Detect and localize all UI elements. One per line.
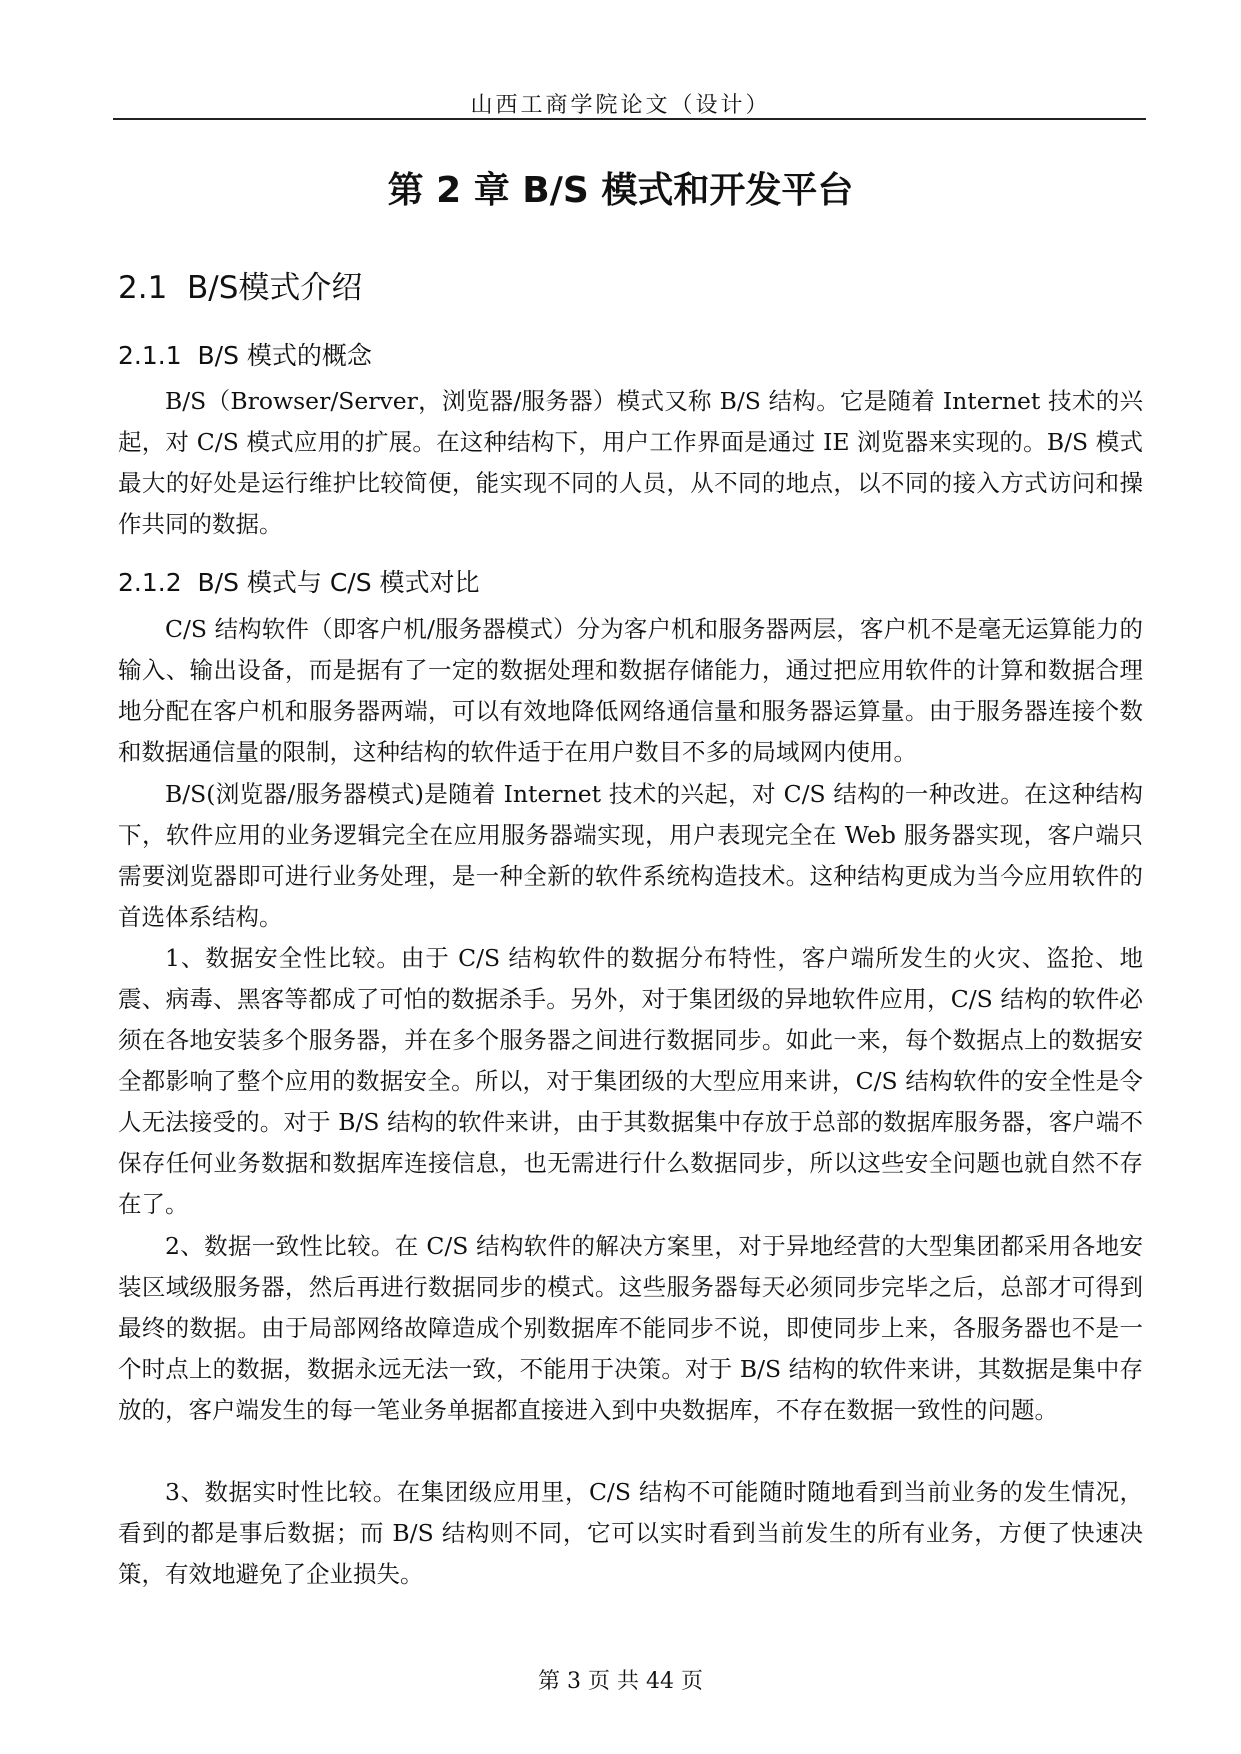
page-header: 山西工商学院论文（设计） — [470, 93, 771, 118]
paragraph-data-realtime: 3、数据实时性比较。在集团级应用里，C/S 结构不可能随时随地看到当前业务的发生情况，看到的都是事后数据；而 B/S 结构则不同，它可以实时看到当前发生的所有业务，方便了快速决策，有效地避免了企业损失。 — [118, 1478, 1143, 1588]
paragraph-data-consistency: 2、数据一致性比较。在 C/S 结构软件的解决方案里，对于异地经营的大型集团都采用各地安装区域级服务器，然后再进行数据同步的模式。这些服务器每天必须同步完毕之后，总部才可得到最终的数据。由于局部网络故障造成个别数据库不能同步不说，即使同步上来，各服务器也不是一个时点上的数据，数据永远无法一致，不能用于决策。对于 B/S 结构的软件来讲，其数据是集中存放的，客户端发生的每一笔业务单据都直接进入到中央数据库，不存在数据一致性的问题。 — [118, 1232, 1143, 1424]
paragraph-bs-concept: B/S（Browser/Server，浏览器/服务器）模式又称 B/S 结构。它是随着 Internet 技术的兴起，对 C/S 模式应用的扩展。在这种结构下，用户工作界面是通过 IE 浏览器来实现的。B/S 模式最大的好处是运行维护比较简便，能实现不同的人员，从不同的地点，以不同的接入方式访问和操作共同的数据。 — [118, 387, 1143, 538]
section-heading-2-1-1: 2.1.1 B/S 模式的概念 — [118, 341, 372, 370]
chapter-title: 第 2 章 B/S 模式和开发平台 — [387, 170, 854, 211]
paragraph-cs-structure: C/S 结构软件（即客户机/服务器模式）分为客户机和服务器两层，客户机不是毫无运算能力的输入、输出设备，而是据有了一定的数据处理和数据存储能力，通过把应用软件的计算和数据合理地分配在客户机和服务器两端，可以有效地降低网络通信量和服务器运算量。由于服务器连接个数和数据通信量的限制，这种结构的软件适于在用户数目不多的局域网内使用。 — [118, 615, 1143, 766]
section-heading-2-1-2: 2.1.2 B/S 模式与 C/S 模式对比 — [118, 568, 480, 597]
header-rule — [113, 118, 1146, 120]
section-heading-2-1: 2.1 B/S模式介绍 — [118, 270, 363, 306]
paragraph-bs-structure: B/S(浏览器/服务器模式)是随着 Internet 技术的兴起，对 C/S 结构的一种改进。在这种结构下，软件应用的业务逻辑完全在应用服务器端实现，用户表现完全在 Web 服务器实现，客户端只需要浏览器即可进行业务处理，是一种全新的软件系统构造技术。这种结构更成为当今应用软件的首选体系结构。 — [118, 780, 1143, 931]
paragraph-data-security: 1、数据安全性比较。由于 C/S 结构软件的数据分布特性，客户端所发生的火灾、盗抢、地震、病毒、黑客等都成了可怕的数据杀手。另外，对于集团级的异地软件应用，C/S 结构的软件必须在各地安装多个服务器，并在多个服务器之间进行数据同步。如此一来，每个数据点上的数据安全都影响了整个应用的数据安全。所以，对于集团级的大型应用来讲，C/S 结构软件的安全性是令人无法接受的。对于 B/S 结构的软件来讲，由于其数据集中存放于总部的数据库服务器，客户端不保存任何业务数据和数据库连接信息，也无需进行什么数据同步，所以这些安全问题也就自然不存在了。 — [118, 944, 1143, 1218]
page-footer: 第 3 页 共 44 页 — [538, 1669, 703, 1694]
